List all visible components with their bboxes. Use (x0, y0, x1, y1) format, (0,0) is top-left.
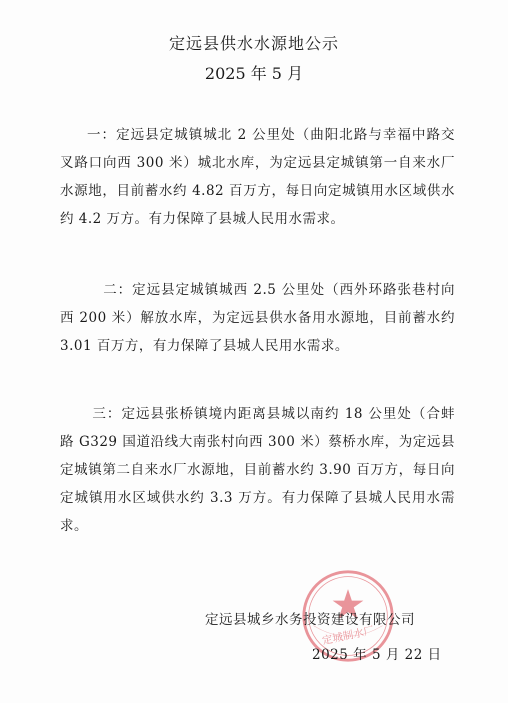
document-title: 定远县供水水源地公示 (168, 34, 339, 53)
signer-company: 定远县城乡水务投资建设有限公司 (205, 612, 415, 628)
document-date: 2025 年 5 月 (204, 64, 304, 83)
paragraph-3: 三：定远县张桥镇境内距离县城以南约 18 公里处（合蚌路 G329 国道沿线大南张村向西 300 米）蔡桥水库，为定远县定城镇第二自来水厂水源地，目前蓄水约 3.90 百万方，每日向定城镇用水区域供水约 3.3 万方。有力保障了县城人民用水需求。 (60, 406, 455, 534)
svg-text:定城制水厂: 定城制水厂 (321, 624, 376, 648)
paragraph-2: 二：定远县定城镇城西 2.5 公里处（西外环路张巷村向西 200 米）解放水库，为定远县供水备用水源地，目前蓄水约 3.01 百万方，有力保障了县城人民用水需求。 (60, 282, 455, 354)
paragraph-1: 一：定远县定城镇城北 2 公里处（曲阳北路与幸福中路交叉路口向西 300 米）城北水库，为定远县定城镇第一自来水厂水源地，目前蓄水约 4.82 百万方，每日向定城镇用水区域供水约 4.2 万方。有力保障了县城人民用水需求。 (60, 127, 455, 227)
sign-date: 2025 年 5 月 22 日 (312, 647, 442, 663)
